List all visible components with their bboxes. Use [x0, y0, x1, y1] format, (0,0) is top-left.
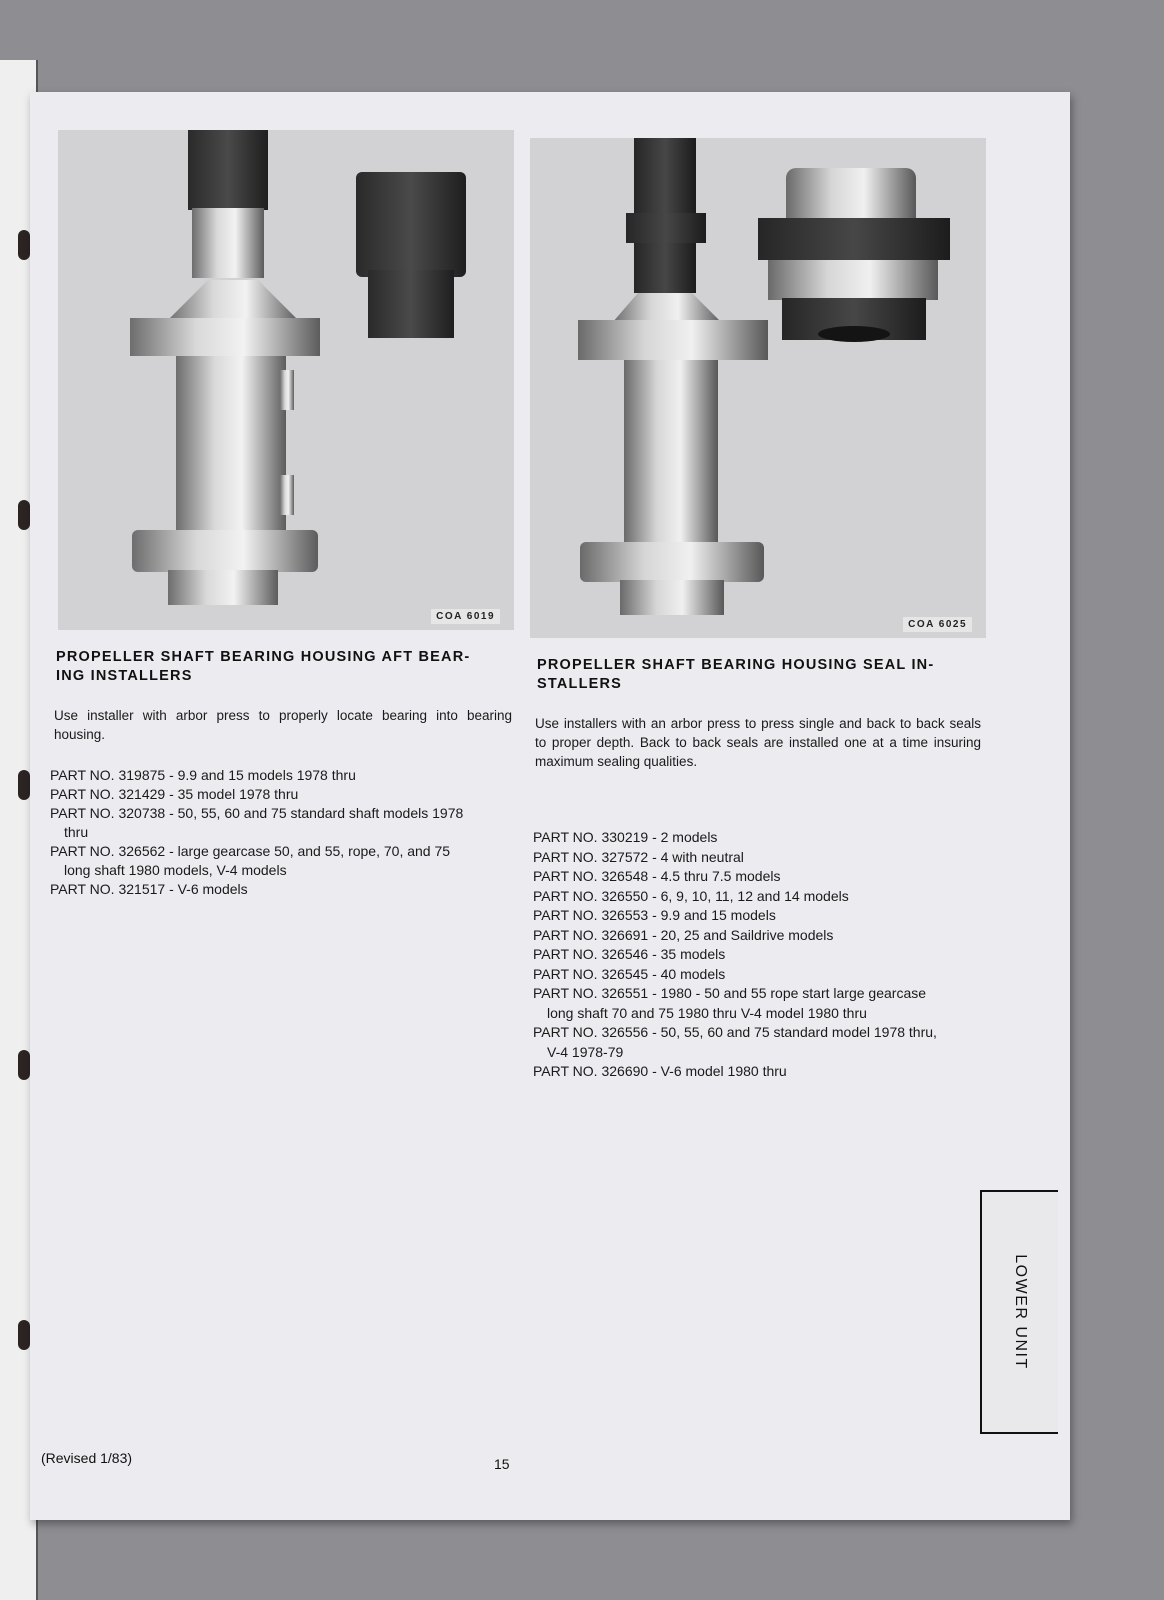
- parts-list: [533, 828, 953, 1082]
- part-item: PART NO. 326546 - 35 models: [533, 946, 726, 962]
- photo-aft-bearing-installer: [58, 130, 514, 630]
- part-item: PART NO. 320738 - 50, 55, 60 and 75 standard shaft models 1978 thru: [50, 805, 464, 840]
- part-item: PART NO. 326553 - 9.9 and 15 models: [533, 907, 776, 923]
- part-item: PART NO. 327572 - 4 with neutral: [533, 848, 744, 865]
- binder-ring: [18, 230, 30, 260]
- photo-seal-installer: [530, 138, 986, 638]
- installer-tool-illustration: [530, 138, 986, 638]
- page-number: 15: [494, 1456, 510, 1472]
- binder-ring: [18, 500, 30, 530]
- part-item: PART NO. 326556 - 50, 55, 60 and 75 standard model 1978 thru, V-4 1978-79: [533, 1024, 937, 1060]
- part-item: PART NO. 326551 - 1980 - 50 and 55 rope start large gearcase long shaft 70 and 75 1980 thru V-4 model 1980 thru: [533, 985, 927, 1021]
- part-item: PART NO. 326545 - 40 models: [533, 965, 726, 982]
- part-item: PART NO. 326548 - 4.5 thru 7.5 models: [533, 868, 781, 884]
- section-description: Use installer with arbor press to properly locate bearing into bearing housing.: [54, 708, 512, 742]
- part-item: PART NO. 321429 - 35 model 1978 thru: [50, 786, 299, 802]
- section-description: Use installers with an arbor press to press single and back to back seals to proper depth. Back to back seals are installed one at a time insuring maximum sealing qualities.: [535, 716, 981, 769]
- part-item: PART NO. 319875 - 9.9 and 15 models 1978 thru: [50, 767, 356, 783]
- photo-code: COA 6019: [431, 609, 500, 624]
- section-heading: PROPELLER SHAFT BEARING HOUSING AFT BEAR- ING INSTALLERS: [56, 649, 471, 684]
- part-item: PART NO. 330219 - 2 models: [533, 829, 718, 845]
- part-item: PART NO. 326690 - V-6 model 1980 thru: [533, 1063, 787, 1079]
- part-item: PART NO. 326691 - 20, 25 and Saildrive models: [533, 926, 834, 943]
- part-item: PART NO. 326562 - large gearcase 50, and 55, rope, 70, and 75 long shaft 1980 models, V-4 models: [50, 843, 451, 878]
- binder-ring: [18, 1050, 30, 1080]
- binder-ring: [18, 770, 30, 800]
- binder-ring: [18, 1320, 30, 1350]
- manual-page: [30, 92, 1070, 1520]
- parts-list: [50, 766, 480, 899]
- section-tab: [980, 1190, 1058, 1434]
- revision-note: (Revised 1/83): [41, 1450, 133, 1466]
- photo-code: COA 6025: [903, 617, 972, 632]
- installer-tool-illustration: [58, 130, 514, 630]
- part-item: PART NO. 321517 - V-6 models: [50, 881, 248, 897]
- part-item: PART NO. 326550 - 6, 9, 10, 11, 12 and 14 models: [533, 887, 849, 904]
- section-tab-label: LOWER UNIT: [1012, 1254, 1029, 1370]
- section-heading: PROPELLER SHAFT BEARING HOUSING SEAL IN- STALLERS: [537, 657, 935, 692]
